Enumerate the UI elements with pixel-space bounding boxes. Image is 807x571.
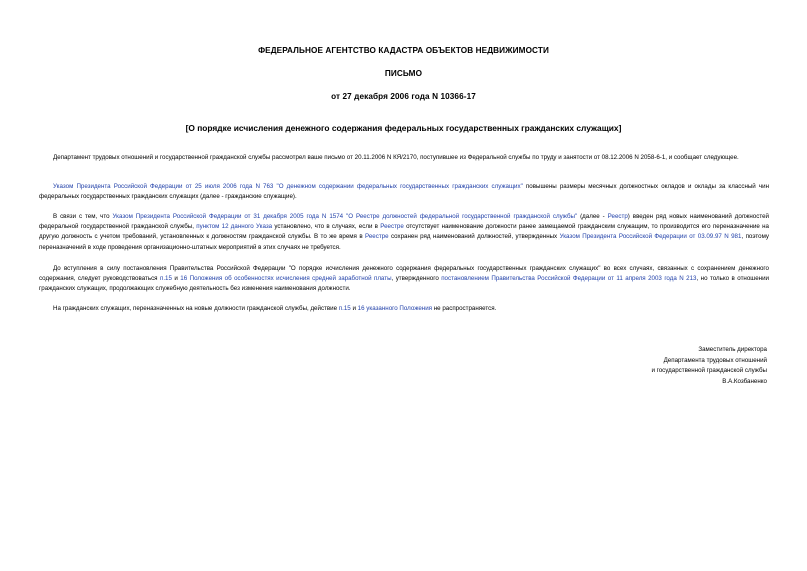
paragraph-2-text: повышены размеры месячных должностных окладов и оклады за классный чин федеральных государственных гражданских служащих (далее - гражданские служащие). (39, 183, 769, 201)
signature-department-cont: и государственной гражданской службы (651, 367, 767, 375)
signature-name: В.А.Козбаненко (722, 377, 767, 385)
paragraph-1 (39, 153, 769, 163)
paragraph-4-text-1: До вступления в силу постановления Правительства Российской Федерации "О порядке исчисления денежного содержания федеральных государственных гражданских служащих" во всех случаях, связанных с сохранением денежного содержания, следует руководствоваться (39, 265, 769, 283)
paragraph-3-text-3: ) введен ряд новых наименований должностей федеральной государственной гражданской службы, (39, 213, 769, 231)
paragraph-3-text-1: В связи с тем, что (53, 213, 113, 220)
paragraph-3-text-7: , поэтому переназначений в ходе проведения организационно-штатных мероприятий в этих случаях не требуется. (39, 233, 770, 251)
decree-clause-12-link[interactable]: пунктом 12 данного Указа (196, 223, 273, 231)
paragraph-3-text-4: установлено, что в случаях, если в (272, 223, 381, 231)
document-subject: [О порядке исчисления денежного содержания федеральных государственных гражданских служащих] (185, 123, 622, 133)
clause-15-link-2[interactable]: п.15 (338, 305, 351, 312)
registry-link-1[interactable]: Реестр (607, 213, 628, 220)
decree-1574-link[interactable]: Указом Президента Российской Федерации от 31 декабря 2005 года N 1574 "О Реестре должностей федеральной государственной гражданской службы" (112, 213, 578, 220)
regulation-16-link[interactable]: 16 Положения об особенностях исчисления средней заработной платы (180, 275, 392, 283)
paragraph-3-text-6: сохранен ряд наименований должностей, утвержденных (388, 233, 560, 241)
paragraph-5-text-4: не распространяется. (432, 305, 497, 312)
clause-15-link[interactable]: п.15 (159, 275, 172, 283)
paragraph-4-text-3: , утвержденного (391, 275, 442, 283)
signature-block (651, 345, 767, 387)
signature-department: Департамента трудовых отношений (663, 356, 767, 364)
paragraph-4-text-4: , но только в отношении гражданских служащих, продолжающих служебную деятельность без изменения наименования должности. (39, 275, 769, 293)
paragraph-5 (39, 304, 769, 314)
paragraph-1-text: Департамент трудовых отношений и государственной гражданской службы рассмотрел ваше письмо от 20.11.2006 N КЯ/2170, поступившее из Федеральной службы по труду и занятости от 08.12.2006 N 2058-6-1, и сообщает следующее. (53, 154, 739, 161)
signature-position: Заместитель директора (698, 346, 767, 353)
paragraph-5-text-1: На гражданских служащих, переназначенных на новые должности гражданской службы, действие (53, 305, 339, 312)
registry-link-2[interactable]: Реестре (380, 223, 404, 231)
paragraph-3-text-5: отсутствует наименование должности ранее замещаемой гражданским служащим, то производится его переназначение на другую должность с учетом требований, установленных к должностям гражданской службы. В то же время в (39, 223, 769, 241)
paragraph-4-text-2: и (171, 275, 181, 283)
paragraph-2 (39, 182, 769, 202)
paragraph-5-text-2: и (350, 305, 358, 312)
document-type: ПИСЬМО (384, 69, 423, 78)
agency-name: ФЕДЕРАЛЬНОЕ АГЕНТСТВО КАДАСТРА ОБЪЕКТОВ НЕДВИЖИМОСТИ (258, 46, 549, 55)
decree-981-link[interactable]: Указом Президента Российской Федерации от 03.09.97 N 981 (559, 233, 742, 241)
clause-16-link[interactable]: 16 (357, 305, 365, 312)
document-date-number: от 27 декабря 2006 года N 10366-17 (331, 92, 476, 101)
said-regulation-link[interactable]: указанного Положения (366, 305, 433, 312)
paragraph-4 (39, 264, 769, 295)
decree-763-link[interactable]: Указом Президента Российской Федерации от 25 июля 2006 года N 763 "О денежном содержании федеральных государственных гражданских служащих" (53, 183, 523, 190)
paragraph-3 (39, 212, 769, 253)
paragraph-3-text-2: (далее - (577, 213, 608, 220)
registry-link-3[interactable]: Реестре (365, 233, 389, 241)
resolution-213-link[interactable]: постановлением Правительства Российской Федерации от 11 апреля 2003 года N 213 (441, 275, 697, 283)
